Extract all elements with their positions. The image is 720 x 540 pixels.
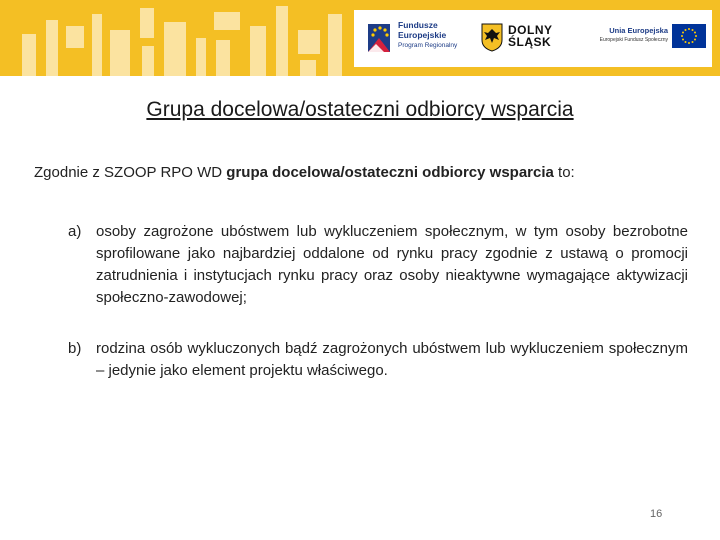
list-item-text: rodzina osób wykluczonych bądź zagrożonych ubóstwem lub wykluczeniem społecznym – jedynie jako element projektu właściwego. <box>96 340 688 379</box>
decorative-block <box>298 30 320 54</box>
decorative-block <box>214 12 240 30</box>
eu-logo-text <box>600 26 668 44</box>
decorative-block <box>196 38 206 76</box>
decorative-block <box>250 26 266 76</box>
eu-logo-title: Unia Europejska <box>609 26 668 35</box>
intro-suffix: to: <box>553 164 575 181</box>
list-item <box>68 221 688 311</box>
decorative-block <box>66 26 84 48</box>
fe-logo-line2: Europejskie <box>398 30 447 40</box>
list-item-marker: b) <box>68 340 82 357</box>
ds-logo-line1: DOLNY <box>508 23 553 37</box>
decorative-block <box>328 14 342 76</box>
decorative-block <box>46 20 58 76</box>
fe-logo-text <box>398 20 457 50</box>
list-item <box>68 338 688 408</box>
list-item-text: osoby zagrożone ubóstwem lub wykluczeniem społecznym, w tym osoby bezrobotne sprofilowane jako najbardziej oddalone od rynku pracy zgodnie z ustawą o promocji zatrudnienia i instytucjach rynku pracy oraz osoby nieaktywne wymagające aktywizacji społeczno-zawodowej; <box>96 223 688 306</box>
intro-paragraph <box>34 164 575 181</box>
decorative-block <box>92 14 102 76</box>
decorative-block <box>110 30 130 76</box>
lower-silesia-eagle-crest-icon <box>480 22 504 52</box>
decorative-block <box>140 8 154 38</box>
page-number: 16 <box>650 508 663 520</box>
decorative-block <box>164 22 186 76</box>
decorative-block <box>22 34 36 76</box>
fe-logo-sub: Program Regionalny <box>398 42 458 49</box>
unia-europejska-logo <box>592 22 708 58</box>
decorative-block <box>216 40 230 76</box>
fundusze-europejskie-logo <box>364 18 474 60</box>
decorative-block <box>276 6 288 76</box>
fundusze-europejskie-stars-icon <box>364 20 394 56</box>
fe-logo-line1: Fundusze <box>398 20 438 30</box>
slide-title: Grupa docelowa/ostateczni odbiorcy wsparcia <box>146 98 574 121</box>
logos-panel <box>354 10 712 67</box>
list-item-marker: a) <box>68 223 82 240</box>
decorative-block <box>142 46 154 76</box>
intro-bold: grupa docelowa/ostateczni odbiorcy wsparcia <box>226 164 554 181</box>
dolny-slask-logo <box>480 22 575 58</box>
eu-flag-icon <box>672 24 706 48</box>
header-banner <box>0 0 720 76</box>
decorative-block <box>300 60 316 76</box>
ds-logo-text <box>508 24 553 48</box>
intro-prefix: Zgodnie z SZOOP RPO WD <box>34 164 227 181</box>
eu-logo-sub: Europejski Fundusz Społeczny <box>599 37 668 43</box>
ds-logo-line2: ŚLĄSK <box>508 35 552 49</box>
